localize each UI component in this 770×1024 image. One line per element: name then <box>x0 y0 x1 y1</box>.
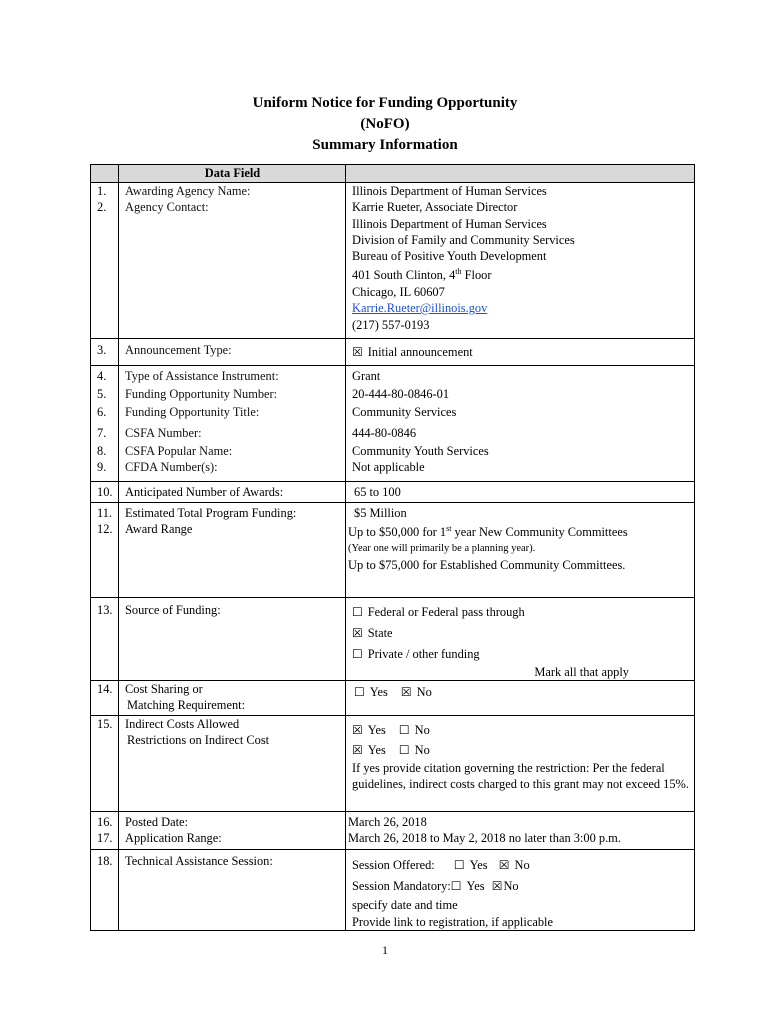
table-row <box>91 680 695 715</box>
row-value: Grant <box>346 365 695 384</box>
indirect-costs-label: Indirect Costs Allowed <box>125 716 240 731</box>
row-label: Technical Assistance Session: <box>119 850 346 931</box>
row-number: 14. <box>91 680 119 715</box>
row-value: Community Services <box>346 402 695 420</box>
session-mandatory-yes-label: Yes <box>466 879 485 894</box>
award-range-established: Up to $75,000 for Established Community Committees. <box>348 557 626 572</box>
table-row <box>91 421 695 441</box>
row-number: 2. <box>91 199 119 338</box>
row-number: 7. <box>91 421 119 441</box>
row-number: 10. <box>91 481 119 502</box>
contact-name: Karrie Rueter, Associate Director <box>352 200 518 215</box>
private-label: Private / other funding <box>367 646 480 661</box>
row-value: Illinois Department of Human Services <box>346 183 695 200</box>
row-label: Announcement Type: <box>119 338 346 365</box>
state-label: State <box>367 625 393 640</box>
announcement-type-value: Initial announcement <box>367 344 473 359</box>
cost-sharing-label: Cost Sharing or <box>125 681 203 696</box>
row-value: 65 to 100 <box>346 481 695 502</box>
restriction-citation: If yes provide citation governing the restriction: Per the federal guidelines, indirect costs charged to this grant may not exceed 15%. <box>352 760 689 791</box>
session-offered-no-checkbox[interactable]: ☒ <box>498 858 510 873</box>
row-label <box>119 715 346 811</box>
award-ordinal: st <box>446 524 452 534</box>
specify-date-text: specify date and time <box>352 898 458 913</box>
restriction-no-checkbox[interactable]: ☐ <box>398 742 410 757</box>
table-row <box>91 715 695 811</box>
session-offered-yes-checkbox[interactable]: ☐ <box>453 858 465 873</box>
announcement-type-cell <box>346 338 695 365</box>
row-value: Community Youth Services <box>346 441 695 459</box>
table-row <box>91 597 695 680</box>
row-value: March 26, 2018 to May 2, 2018 no later than 3:00 p.m. <box>346 830 695 850</box>
restriction-yes-checkbox[interactable]: ☒ <box>352 742 363 757</box>
row-value: 444-80-0846 <box>346 421 695 441</box>
row-number: 13. <box>91 597 119 680</box>
award-range-line1 <box>348 521 689 540</box>
table-row <box>91 199 695 338</box>
session-mandatory-label: Session Mandatory: <box>352 879 451 894</box>
row-number: 11. <box>91 502 119 521</box>
doc-title-line3: Summary Information <box>312 137 458 153</box>
award-new-amount: Up to $50,000 for 1 <box>348 525 447 540</box>
contact-phone: (217) 557-0193 <box>352 317 430 332</box>
initial-announcement-checkbox[interactable]: ☒ <box>352 344 363 359</box>
row-label: Funding Opportunity Number: <box>119 384 346 402</box>
table-row <box>91 850 695 931</box>
row-value: $5 Million <box>346 502 695 521</box>
matching-requirement-label: Matching Requirement: <box>127 697 246 712</box>
row-number: 18. <box>91 850 119 931</box>
row-number: 1. <box>91 183 119 200</box>
row-number: 15. <box>91 715 119 811</box>
row-number: 5. <box>91 384 119 402</box>
session-offered-no-label: No <box>514 858 530 873</box>
row-label: CFDA Number(s): <box>119 459 346 481</box>
restriction-no-label: No <box>414 742 430 757</box>
contact-city: Chicago, IL 60607 <box>352 284 445 299</box>
agency-contact-cell <box>346 199 695 338</box>
contact-division: Division of Family and Community Services <box>352 232 575 247</box>
source-of-funding-cell <box>346 597 695 680</box>
row-number: 8. <box>91 441 119 459</box>
row-number: 3. <box>91 338 119 365</box>
row-label: Agency Contact: <box>119 199 346 338</box>
award-range-cell <box>346 521 695 597</box>
row-number: 4. <box>91 365 119 384</box>
table-row <box>91 502 695 521</box>
row-label: Award Range <box>119 521 346 597</box>
doc-title-line1: Uniform Notice for Funding Opportunity <box>252 95 518 111</box>
doc-title-line2: (NoFO) <box>360 116 410 132</box>
mark-all-note: Mark all that apply <box>534 664 629 679</box>
indirect-yes-checkbox[interactable]: ☒ <box>352 722 363 737</box>
cost-sharing-no-label: No <box>416 684 432 699</box>
indirect-yes-label: Yes <box>367 722 386 737</box>
table-row <box>91 384 695 402</box>
contact-email-link[interactable]: Karrie.Rueter@illinois.gov <box>352 301 488 316</box>
technical-assistance-cell <box>346 850 695 931</box>
contact-address <box>352 264 689 283</box>
restriction-yes-label: Yes <box>367 742 386 757</box>
state-checkbox[interactable]: ☒ <box>352 625 363 640</box>
row-label: Estimated Total Program Funding: <box>119 502 346 521</box>
indirect-no-label: No <box>414 722 430 737</box>
row-label: Awarding Agency Name: <box>119 183 346 200</box>
session-mandatory-no-checkbox[interactable]: ☒ <box>491 879 503 894</box>
cost-sharing-yes-checkbox[interactable]: ☐ <box>354 684 365 699</box>
table-row <box>91 811 695 830</box>
session-mandatory-yes-checkbox[interactable]: ☐ <box>450 879 462 894</box>
row-label: Source of Funding: <box>119 597 346 680</box>
contact-department: Illinois Department of Human Services <box>352 216 547 231</box>
cost-sharing-cell <box>346 680 695 715</box>
row-value: March 26, 2018 <box>346 811 695 830</box>
row-number: 6. <box>91 402 119 420</box>
header-data-field: Data Field <box>119 165 346 183</box>
table-row <box>91 402 695 420</box>
row-label: Application Range: <box>119 830 346 850</box>
row-label: CSFA Number: <box>119 421 346 441</box>
row-value: 20-444-80-0846-01 <box>346 384 695 402</box>
indirect-costs-cell <box>346 715 695 811</box>
table-row <box>91 481 695 502</box>
award-range-note: (Year one will primarily be a planning year). <box>348 542 536 554</box>
table-row <box>91 459 695 481</box>
row-value: Not applicable <box>346 459 695 481</box>
row-number: 12. <box>91 521 119 597</box>
row-label: Anticipated Number of Awards: <box>119 481 346 502</box>
table-header-row <box>91 165 695 183</box>
contact-bureau: Bureau of Positive Youth Development <box>352 249 547 264</box>
cost-sharing-yes-label: Yes <box>369 684 388 699</box>
private-checkbox[interactable]: ☐ <box>352 646 363 661</box>
session-offered-yes-label: Yes <box>469 858 488 873</box>
row-label: Funding Opportunity Title: <box>119 402 346 420</box>
page-number: 1 <box>382 943 388 957</box>
row-number: 17. <box>91 830 119 850</box>
indirect-no-checkbox[interactable]: ☐ <box>398 722 410 737</box>
award-new-committees: year New Community Committees <box>451 525 628 540</box>
header-num-cell <box>91 165 119 183</box>
row-number: 9. <box>91 459 119 481</box>
table-row <box>91 338 695 365</box>
row-label: Posted Date: <box>119 811 346 830</box>
session-offered-label: Session Offered: <box>352 858 435 873</box>
address-ordinal: th <box>455 267 462 277</box>
row-label: CSFA Popular Name: <box>119 441 346 459</box>
table-row <box>91 183 695 200</box>
session-mandatory-no-label: No <box>503 879 519 894</box>
header-value-cell <box>346 165 695 183</box>
table-row <box>91 830 695 850</box>
row-label <box>119 680 346 715</box>
federal-label: Federal or Federal pass through <box>367 604 525 619</box>
restrictions-label: Restrictions on Indirect Cost <box>127 732 270 747</box>
address-floor: Floor <box>461 268 492 283</box>
nofo-summary-table <box>90 164 695 931</box>
federal-checkbox[interactable]: ☐ <box>352 604 363 619</box>
row-number: 16. <box>91 811 119 830</box>
row-label: Type of Assistance Instrument: <box>119 365 346 384</box>
table-row <box>91 441 695 459</box>
table-row <box>91 521 695 597</box>
address-street: 401 South Clinton, 4 <box>352 268 456 283</box>
cost-sharing-no-checkbox[interactable]: ☒ <box>400 684 412 699</box>
table-row <box>91 365 695 384</box>
registration-link-text: Provide link to registration, if applicable <box>352 914 553 929</box>
